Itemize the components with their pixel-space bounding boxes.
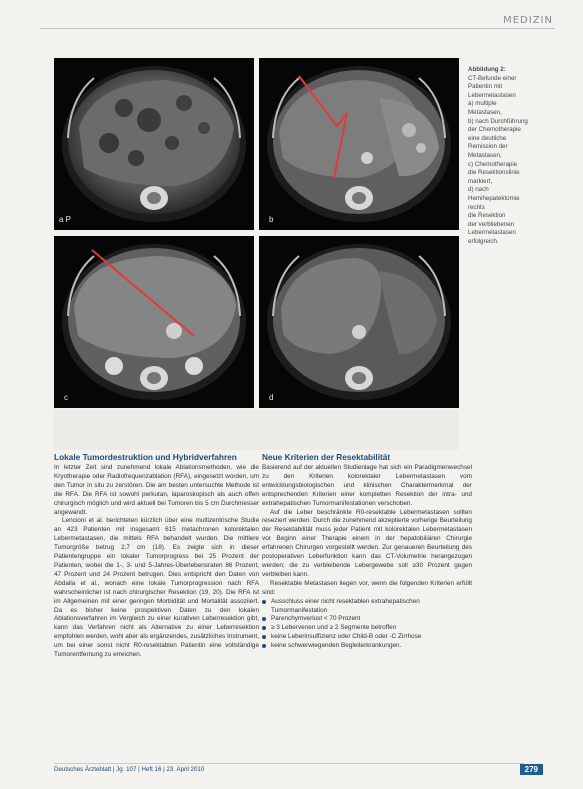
ct-scan-d [259,236,459,408]
ct-panel-a [54,58,254,230]
caption-line: die Resektion [468,212,506,220]
list-item-text: Ausschluss einer nicht resektablen extrahepatischen Tumormanifestation [271,597,420,614]
list-item-text: Parenchymverlust < 70 Prozent [271,615,361,623]
panel-label-c: c [64,393,68,402]
caption-line: d) nach Hemihepatektomie [468,186,520,202]
bullet-icon [262,617,266,621]
figure-caption [468,66,530,246]
caption-line: Patientin mit Lebermetastasen [468,83,516,99]
paragraph: Auf die Leber beschränkte R0-resektable Lebermetastasen sollten reseziert werden. Durch die zunehmend akzeptierte vorherige Beurteilung der Resektabilität muss jeder Patient mit kolorektalen Lebermetastasen vor Beginn einer Therapie einem in der hepatobiliären Chirurgie erfahrenen Chirurgen vorgestellt werden. Zur genaueren Beurteilung des postoperativen Leberfunktion kann das CT-Volumetrie herangezogen werden; die zu verbleibende Lebergewebe soll ≥30 Prozent gegen verbleiben kann. [262,508,472,578]
figure-bottom-band [54,410,459,450]
paragraph: Resektable Metastasen liegen vor, wenn die folgenden Kriterien erfüllt sind: [262,579,472,596]
criteria-list [262,598,472,651]
list-item [262,615,472,624]
caption-line: a) multiple Metastasen, [468,100,502,116]
ct-panel-c [54,236,254,408]
section-heading-ablation: Lokale Tumordestruktion und Hybridverfahren [54,452,237,462]
journal-citation: Deutsches Ärzteblatt | Jg. 107 | Heft 16 | 23. April 2010 [54,766,205,773]
caption-line: CT-Befunde einer [468,74,517,82]
caption-line: rechts [468,203,485,211]
bullet-icon [262,644,266,648]
list-item [262,633,472,642]
figure-ct-images [54,58,459,408]
panel-label-a: a P [59,215,72,224]
paragraph: Lencioni et al. berichteten kürzlich über eine multizentrische Studie an 423 Patienten mit insgesamt 615 metachronen kolorektalen Lebermetastasen, die mittels RFA behandelt wurden. Die mittlere Tumorgröße betrug 2,7 cm (18). Es zeigte sich in dieser Patientengruppe ein lokaler Tumorprogress bei 25 Prozent der Patienten, wobei die 1-, 3- und 5-Jahres-Überlebensraten 86 Prozent, 47 Prozent und 24 Prozent betrugen. Dies entspricht den Daten von Abdalla et al., wonach eine lokale Tumorprogression nach RFA wahrscheinlicher ist nach chirurgischer Resektion (19, 20). Die RFA ist im Allgemeinen mit einer geringen Morbidität und Mortalität assoziiert. Da es bisher keine prospektiven Daten zu den lokalen Ablationsverfahren im Vergleich zu einer kurativen Leberresektion gibt, kann das Verfahren nicht als Alternative zu einer Leberresektion empfohlen werden, wohl aber als ergänzendes, zusätzliches Instrument, um bei einer sonst nicht R0-resektablen Patientin eine vollständige Tumorentfernung zu erreichen. [54,517,259,659]
list-item [262,642,472,651]
section-label: MEDIZIN [503,15,553,26]
caption-line: Remission der Metastasen, [468,143,508,159]
paragraph: In letzter Zeit sind zunehmend lokale Ablationsmethoden, wie die Kryotherapie oder Radiofrequenzablation (RFA), eingesetzt worden, um den Tumor in situ zu zerstören. Die am besten untersuchte Methode ist die RFA. Die RFA ist sowohl perkutan, laparoskopisch als auch offen chirurgisch möglich und wird aktuell bei Tumoren bis 5 cm Durchmesser angewandt. [54,464,259,516]
panel-label-d: d [269,393,274,402]
bullet-icon [262,626,266,630]
bullet-icon [262,635,266,639]
ct-panel-b [259,58,459,230]
list-item-text: ≥ 3 Lebervenen und ≥ 2 Segmente betroffen [271,624,397,632]
ct-panel-d [259,236,459,408]
article-column-right [262,452,472,651]
caption-line: b) nach Durchführung der Chemotherapie [468,117,528,134]
caption-line: eine deutliche [468,134,507,142]
article-column-left [54,452,259,660]
caption-line: der verbliebenen [468,220,515,228]
paragraph: Basierend auf der aktuellen Studienlage hat sich ein Paradigmenwechsel zu den Kriterien kolorektaler Lebermetastasen vom entwicklungsbiologischen und klinischen Charaktermerkmal der entsprechenden Kriterien einer kompletten Resektion der intra- und extrahepatischen Tumormanifestationen verschoben. [262,464,472,507]
ct-scan-c [54,236,254,408]
caption-line: die Resektionslinie [468,169,520,177]
section-heading-resectability: Neue Kriterien der Resektabilität [262,452,391,462]
ct-scan-a [54,58,254,230]
page-number: 279 [520,764,543,775]
bullet-icon [262,600,266,604]
caption-title: Abbildung 2: [468,66,506,73]
caption-line: c) Chemotherapie [468,160,518,168]
list-item-text: keine schwerwiegenden Begleiterkrankungen. [271,642,402,650]
caption-line: Lebermetastasen [468,229,516,237]
panel-label-b: b [269,215,274,224]
caption-line: markiert, [468,177,493,185]
list-item-text: keine Leberinsuffizienz oder Child-B oder -C Zirrhose [271,633,422,641]
ct-scan-b [259,58,459,230]
footer-rule [54,763,524,764]
list-item [262,598,472,616]
list-item [262,624,472,633]
header-rule [40,14,555,29]
caption-line: erfolgreich. [468,237,499,245]
